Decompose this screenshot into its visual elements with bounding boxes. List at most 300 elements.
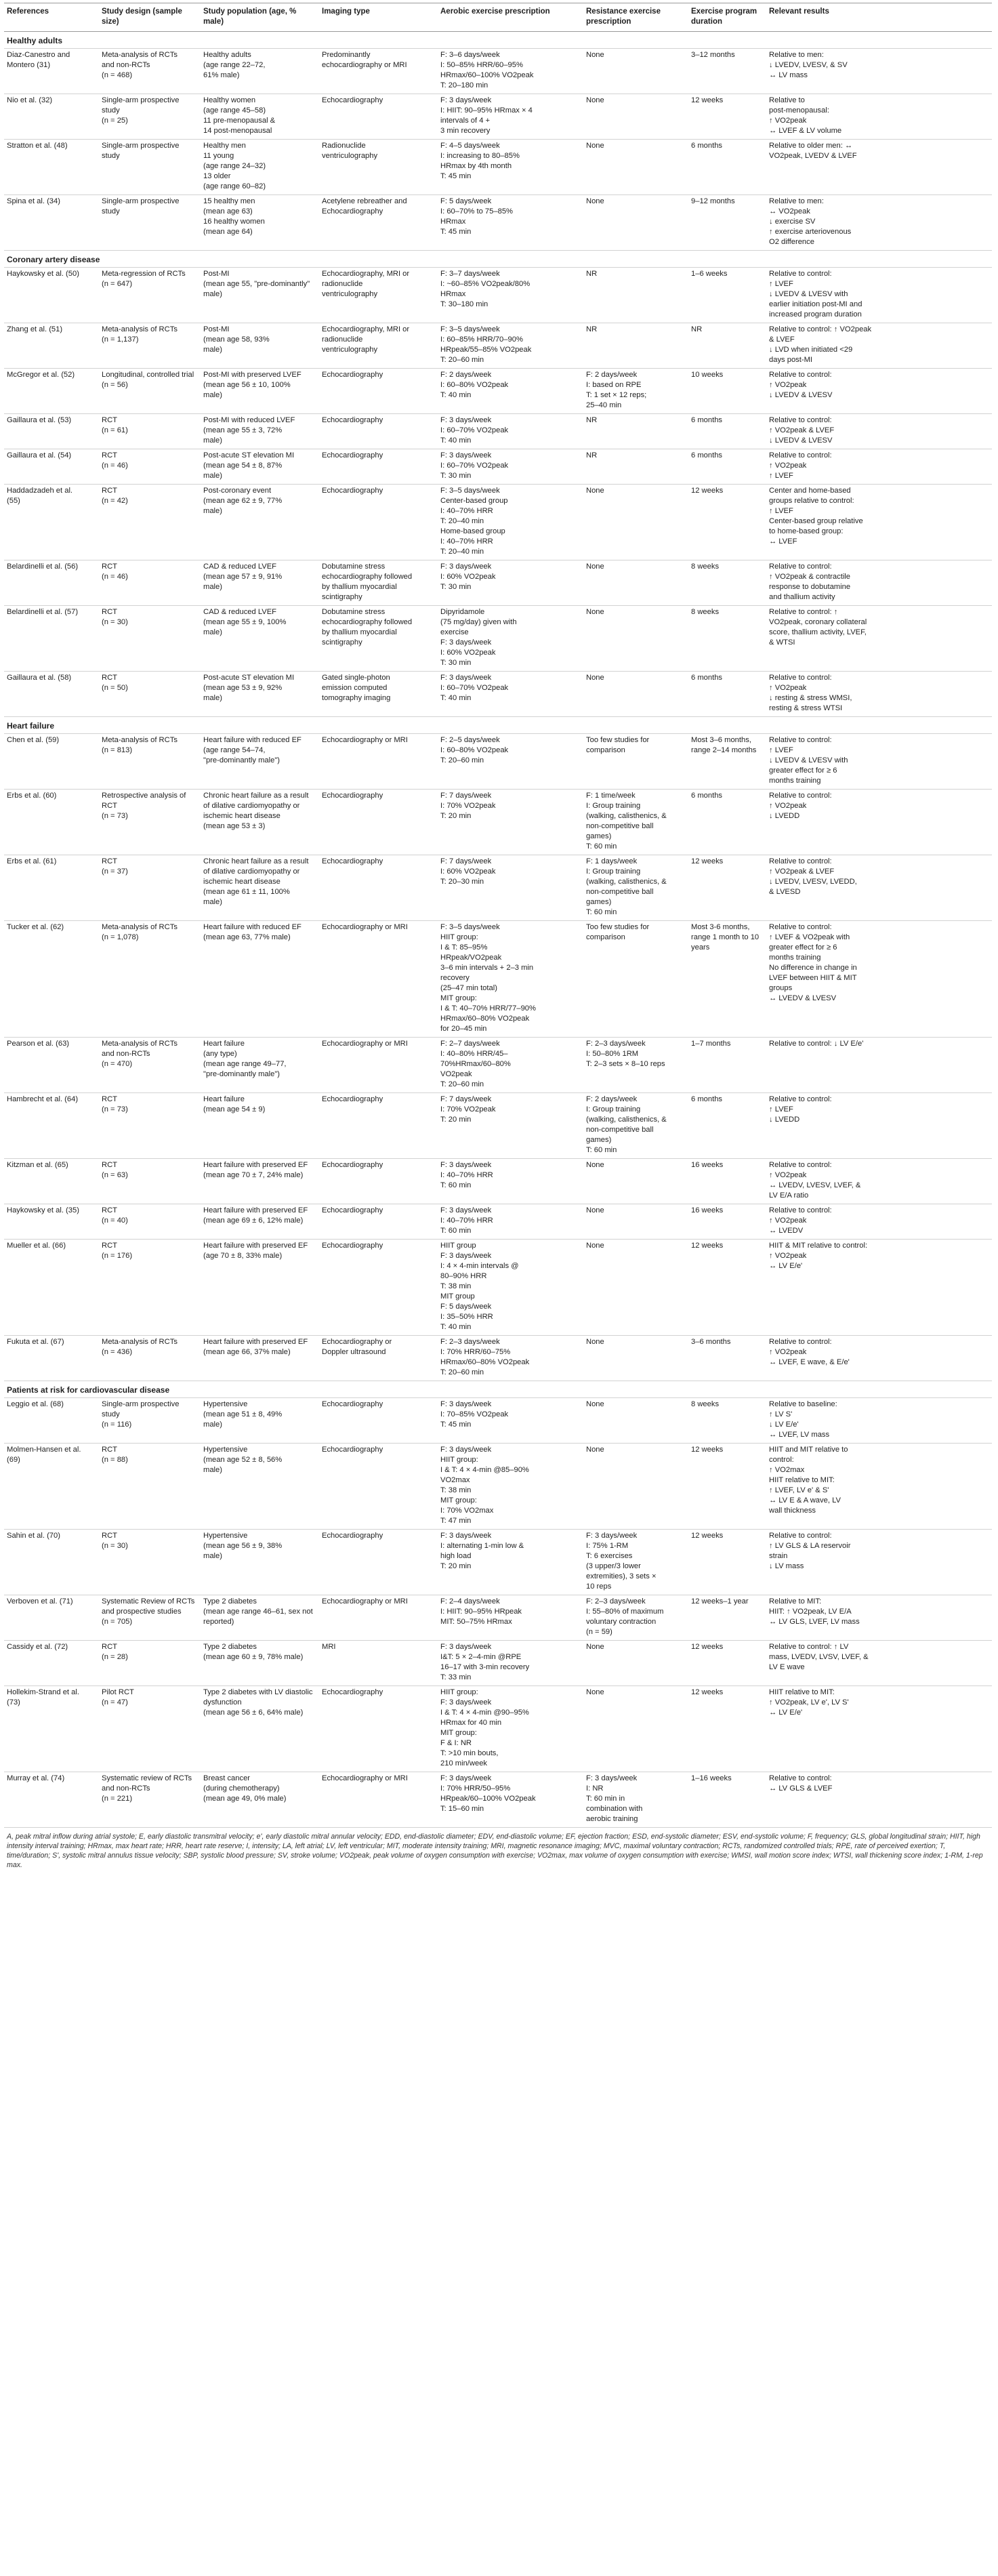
cell-line: Relative to control: [769,451,832,459]
cell-imaging-type [319,323,438,369]
cell-resistance-prescription [583,1595,688,1641]
cell-line: T: 30 min [440,659,472,667]
cell-program-duration [688,195,766,251]
cell-line: MIT group: [440,994,477,1002]
cell-line: (3 upper/3 lower [586,1562,641,1570]
cell-line: Erbs et al. (60) [7,792,57,800]
cell-line: RCT [102,451,117,459]
cell-line: ↑ VO2peak [769,1252,807,1260]
cell-line: ↑ LVEF [769,507,793,515]
cell-line: CAD & reduced LVEF [203,608,276,616]
cell-study-population [201,672,319,717]
cell-reference [4,94,99,140]
cell-study-population [201,734,319,790]
cell-line: Relative to control: ↑ [769,608,838,616]
cell-line: None [586,96,604,104]
cell-study-design [99,1398,201,1444]
cell-study-design [99,1336,201,1381]
cell-line: Predominantly [322,51,371,59]
cell-line: (mean age 52 ± 8, 56% [203,1456,283,1464]
cell-line: Heart failure with preserved EF [203,1242,308,1250]
cell-study-design [99,414,201,449]
cell-line: 8 weeks [691,1400,720,1408]
cell-line: I: 60–85% HRR/70–90% [440,335,523,344]
cell-line: I: 70% VO2max [440,1507,494,1515]
cell-line: Stratton et al. (48) [7,142,68,150]
cell-study-design [99,1093,201,1159]
cell-line: Longitudinal, controlled trial [102,371,194,379]
cell-line: F: 3–5 days/week [440,325,500,333]
cell-line: ↔ VO2peak [769,207,810,216]
cell-line: Single-arm prospective [102,197,180,205]
cell-aerobic-prescription [438,369,583,414]
cell-aerobic-prescription [438,485,583,560]
table-row [4,1336,992,1381]
cell-line: ↔ LV GLS & LVEF [769,1784,833,1793]
cell-aerobic-prescription [438,1398,583,1444]
section-title: Healthy adults [4,32,992,49]
cell-line: "pre-dominantly male") [203,756,280,764]
cell-aerobic-prescription [438,1772,583,1828]
cell-line: RCT [102,1161,117,1169]
cell-imaging-type [319,1093,438,1159]
cell-line: F: 2–3 days/week [440,1338,500,1346]
cell-line: male) [203,898,222,906]
cell-line: 3–12 months [691,51,735,59]
cell-study-population [201,1530,319,1595]
cell-line: T: 38 min [440,1282,472,1290]
table-footnote: A, peak mitral inflow during atrial systole; E, early diastolic transmitral velocity; e', early diastolic mitral annular velocity; EDD, end-diastolic diameter; EDV, end-diastolic volume; EF, ejection fraction; ESD, end-systolic diameter; ESV, end-systolic volume; F, frequency; GLS, global longitudinal strain; HIIT, high intensity interval training; HRmax, max heart rate; HRR, heart rate reserve; I, intensity; LA, left atrial; LV, left ventricular; MIT, moderate intensity training; MRI, magnetic resonance imaging; MVC, maximal voluntary contraction; RCTs, randomized controlled trials; RPE, rate of perceived exertion; T, time/duration; S', systolic mitral annulus tissue velocity; SBP, systolic blood pressure; SV, stroke volume; VO2peak, peak volume of oxygen consumption with exercise; VO2max, max volume of oxygen consumption with exercise; WMSI, wall motion score index; WTSI, wall thickening score index; 1-RM, 1-rep max. [4,1828,992,1872]
cell-line: exercise [440,628,469,636]
cell-resistance-prescription [583,921,688,1038]
cell-line: F: 2 days/week [586,371,638,379]
cell-line: Relative to control: ↓ LV E/e' [769,1040,864,1048]
cell-study-design [99,369,201,414]
cell-line: 12 weeks [691,487,724,495]
cell-program-duration [688,485,766,560]
cell-line: (age range 54–74, [203,746,266,754]
cell-line: I: 60–70% VO2peak [440,684,509,692]
cell-line: non-competitive ball [586,1126,654,1134]
cell-resistance-prescription [583,94,688,140]
cell-reference [4,1093,99,1159]
cell-imaging-type [319,1159,438,1204]
cell-line: HIIT group: [440,933,478,941]
cell-line: (mean age 56 ± 9, 38% [203,1542,283,1550]
cell-line: ↑ LV GLS & LA reservoir [769,1542,851,1550]
cell-line: voluntary contraction [586,1618,657,1626]
cell-line: RCT [102,1446,117,1454]
cell-resistance-prescription [583,1444,688,1530]
cell-line: VO2max [440,1476,470,1484]
cell-line: ↓ LV E/e' [769,1420,799,1429]
cell-line: F: 3 days/week [586,1774,638,1782]
cell-aerobic-prescription [438,855,583,921]
cell-line: ↑ VO2peak [769,462,807,470]
cell-line: Hypertensive [203,1446,248,1454]
cell-line: Center and home-based [769,487,851,495]
table-row [4,606,992,672]
cell-aerobic-prescription [438,1686,583,1772]
cell-line: HRmax [440,218,466,226]
cell-resistance-prescription [583,1530,688,1595]
cell-line: ↓ LVEDD [769,1116,800,1124]
cell-line: RCT [102,487,117,495]
section-title: Heart failure [4,717,992,734]
cell-line: Kitzman et al. (65) [7,1161,68,1169]
cell-line: I: 55–80% of maximum [586,1608,664,1616]
cell-line: O2 difference [769,238,814,246]
cell-reference [4,49,99,94]
cell-line: Healthy women [203,96,256,104]
cell-line: Meta-analysis of RCTs [102,1040,178,1048]
cell-line: 12 weeks [691,1532,724,1540]
cell-line: ↑ LVEF [769,472,793,480]
cell-line: (n = 1,078) [102,933,139,941]
cell-reference [4,1530,99,1595]
table-row [4,560,992,606]
cell-line: Chronic heart failure as a result [203,857,309,865]
cell-line: F: 3 days/week [440,674,492,682]
cell-line: (mean age 49, 0% male) [203,1795,287,1803]
cell-line: F: 2–7 days/week [440,1040,500,1048]
cell-line: echocardiography followed [322,618,413,626]
cell-study-population [201,195,319,251]
table-row [4,140,992,195]
cell-line: (mean age 60 ± 9, 78% male) [203,1653,304,1661]
cell-line: (walking, calisthenics, & [586,812,667,820]
cell-line: Leggio et al. (68) [7,1400,64,1408]
cell-relevant-results [766,94,992,140]
cell-line: T: 30 min [440,583,472,591]
cell-aerobic-prescription [438,268,583,323]
cell-line: ↔ LVEDV & LVESV [769,994,837,1002]
cell-line: HIIT group: [440,1456,478,1464]
cell-line: (n = 647) [102,280,133,288]
cell-line: & LVEF [769,335,795,344]
cell-line: (n = 47) [102,1698,128,1706]
cell-line: F: 3 days/week [440,1532,492,1540]
cell-resistance-prescription [583,1686,688,1772]
cell-line: HIIT relative to MIT: [769,1688,835,1696]
cell-line: (n = 40) [102,1217,128,1225]
cell-imaging-type [319,606,438,672]
cell-line: Heart failure with preserved EF [203,1206,308,1214]
cell-line: Relative to control: [769,1338,832,1346]
cell-line: for 20–45 min [440,1025,487,1033]
cell-line: 70%HRmax/60–80% [440,1060,511,1068]
cell-line: I: 60–70% to 75–85% [440,207,513,216]
cell-line: male) [203,507,222,515]
cell-study-population [201,140,319,195]
cell-line: Meta-analysis of RCTs [102,736,178,744]
cell-relevant-results [766,1772,992,1828]
cell-program-duration [688,449,766,485]
cell-line: (n = 436) [102,1348,133,1356]
cell-line: dysfunction [203,1698,242,1706]
cell-study-population [201,560,319,606]
cell-line: and non-RCTs [102,61,150,69]
cell-line: (n = 46) [102,462,128,470]
cell-line: (25–47 min total) [440,984,497,992]
table-row [4,1159,992,1204]
cell-line: I: HIIT: 90–95% HRpeak [440,1608,522,1616]
cell-line: F: 7 days/week [440,1095,492,1103]
cell-line: RCT [102,857,117,865]
cell-line: 3–6 min intervals + 2–3 min [440,964,534,972]
cell-resistance-prescription [583,606,688,672]
cell-line: (n = 37) [102,867,128,876]
cell-aerobic-prescription [438,921,583,1038]
cell-line: ischemic heart disease [203,878,280,886]
cell-line: HIIT and MIT relative to [769,1446,848,1454]
cell-line: Type 2 diabetes with LV diastolic [203,1688,313,1696]
cell-reference [4,323,99,369]
cell-program-duration [688,1240,766,1336]
cell-relevant-results [766,855,992,921]
table-row [4,485,992,560]
cell-imaging-type [319,1398,438,1444]
cell-line: (mean age 56 ± 10, 100% [203,381,291,389]
cell-program-duration [688,1772,766,1828]
header-study-population: Study population (age, % male) [201,3,319,32]
cell-line: 210 min/week [440,1759,488,1767]
cell-relevant-results [766,606,992,672]
cell-line: groups relative to control: [769,497,854,505]
cell-imaging-type [319,485,438,560]
cell-study-design [99,140,201,195]
cell-line: (mean age range 49–77, [203,1060,287,1068]
table-row [4,1038,992,1093]
cell-line: radionuclide [322,280,363,288]
cell-line: Hollekim-Strand et al. [7,1688,79,1696]
cell-line: control: [769,1456,794,1464]
cell-imaging-type [319,195,438,251]
cell-line: None [586,1400,604,1408]
cell-line: Echocardiography [322,792,383,800]
cell-study-population [201,1772,319,1828]
cell-study-population [201,855,319,921]
cell-line: HIIT & MIT relative to control: [769,1242,868,1250]
cell-line: Murray et al. (74) [7,1774,65,1782]
cell-line: ↔ LVEF [769,537,797,546]
cell-line: Relative to control: [769,1532,832,1540]
cell-line: HIIT: ↑ VO2peak, LV E/A [769,1608,852,1616]
cell-line: Relative to [769,96,805,104]
cell-line: (mean age 53 ± 3) [203,822,266,830]
cell-line: Relative to control: [769,371,832,379]
cell-line: (age 70 ± 8, 33% male) [203,1252,283,1260]
cell-line: Relative to men: [769,197,824,205]
cell-line: (n = 470) [102,1060,133,1068]
cell-line: I: 70% HRR/60–75% [440,1348,511,1356]
cell-line: T: 38 min [440,1486,472,1494]
cell-line: 9–12 months [691,197,735,205]
cell-line: (55) [7,497,20,505]
cell-line: Breast cancer [203,1774,251,1782]
cell-line: Relative to control: [769,736,832,744]
cell-line: F: 3 days/week [586,1532,638,1540]
cell-imaging-type [319,268,438,323]
cell-line: MIT group [440,1292,475,1301]
cell-study-design [99,268,201,323]
cell-line: F: 2–3 days/week [586,1597,646,1606]
cell-imaging-type [319,1204,438,1240]
cell-line: Home-based group [440,527,505,535]
cell-line: 12 weeks–1 year [691,1597,749,1606]
cell-line: Haddadzadeh et al. [7,487,73,495]
header-program-duration: Exercise program duration [688,3,766,32]
cell-line: (mean age 63, 77% male) [203,933,291,941]
cell-line: I: Group training [586,867,641,876]
cell-line: Diaz-Canestro and [7,51,70,59]
cell-study-population [201,1444,319,1530]
cell-line: strain [769,1552,788,1560]
cell-relevant-results [766,921,992,1038]
cell-line: I: 60–80% VO2peak [440,746,509,754]
cell-reference [4,414,99,449]
cell-line: I: 50–85% HRR/60–95% [440,61,523,69]
table-row [4,790,992,855]
cell-line: (n = 30) [102,1542,128,1550]
cell-line: VO2peak, coronary collateral [769,618,867,626]
table-row [4,921,992,1038]
section-row [4,1381,992,1398]
cell-line: RCT [102,802,117,810]
cell-line: male) [203,391,222,399]
cell-line: (age range 22–72, [203,61,266,69]
cell-line: F & I: NR [440,1739,472,1747]
cell-line: Echocardiography [322,1532,383,1540]
cell-line: None [586,674,604,682]
cell-line: HRpeak/55–85% VO2peak [440,346,532,354]
cell-line: ↓ LVEDV, LVESV, LVEDD, [769,878,857,886]
cell-line: resting & stress WTSI [769,704,843,712]
cell-reference [4,449,99,485]
cell-line: T: 40 min [440,436,472,445]
cell-study-design [99,921,201,1038]
cell-line: score, thallium activity, LVEF, [769,628,867,636]
cell-program-duration [688,1204,766,1240]
cell-line: Echocardiography or MRI [322,736,408,744]
cell-study-population [201,414,319,449]
cell-line: ↑ LVEF [769,280,793,288]
cell-line: 8 weeks [691,563,720,571]
cell-line: Nio et al. (32) [7,96,53,104]
cell-aerobic-prescription [438,323,583,369]
cell-line: (n = 221) [102,1795,133,1803]
cell-study-design [99,672,201,717]
cell-line: Relative to control: [769,1161,832,1169]
cell-line: I: 40–80% HRR/45– [440,1050,508,1058]
cell-line: T: 20–180 min [440,81,488,89]
cell-line: I: 50–80% 1RM [586,1050,639,1058]
cell-line: months training [769,777,821,785]
cell-relevant-results [766,1038,992,1093]
cell-line: 12 weeks [691,1242,724,1250]
cell-line: (n = 30) [102,618,128,626]
cell-line: ↑ VO2peak [769,684,807,692]
cell-line: Post-coronary event [203,487,272,495]
cell-line: Sahin et al. (70) [7,1532,60,1540]
cell-line: ↔ LV GLS, LVEF, LV mass [769,1618,860,1626]
cell-line: (n = 468) [102,71,133,79]
cell-line: Fukuta et al. (67) [7,1338,64,1346]
cell-line: I & T: 40–70% HRR/77–90% [440,1004,536,1013]
cell-program-duration [688,1641,766,1686]
cell-line: Echocardiography, MRI or [322,270,410,278]
cell-study-design [99,855,201,921]
cell-line: Molmen-Hansen et al. [7,1446,81,1454]
cell-line: ↑ VO2max [769,1466,805,1474]
cell-line: Relative to control: [769,857,832,865]
cell-line: I: 40–70% HRR [440,507,493,515]
cell-line: Post-MI with reduced LVEF [203,416,295,424]
cell-line: None [586,1446,604,1454]
cell-line: F: 3 days/week [440,563,492,571]
cell-study-population [201,790,319,855]
cell-program-duration [688,369,766,414]
cell-line: None [586,608,604,616]
cell-relevant-results [766,1641,992,1686]
cell-relevant-results [766,140,992,195]
cell-line: I: 35–50% HRR [440,1313,493,1321]
table-row [4,734,992,790]
cell-aerobic-prescription [438,1204,583,1240]
cell-reference [4,369,99,414]
cell-aerobic-prescription [438,1159,583,1204]
cell-line: greater effect for ≥ 6 [769,943,837,952]
cell-line: study [102,106,120,115]
cell-line: Relative to control: [769,416,832,424]
cell-line: Echocardiography or MRI [322,923,408,931]
cell-line: F: 3 days/week [440,638,492,647]
cell-reference [4,1159,99,1204]
cell-line: (walking, calisthenics, & [586,878,667,886]
cell-line: T: 47 min [440,1517,472,1525]
cell-line: T: 45 min [440,1420,472,1429]
cell-line: & LVESD [769,888,801,896]
cell-relevant-results [766,1093,992,1159]
cell-imaging-type [319,1686,438,1772]
cell-line: ↑ VO2peak [769,381,807,389]
cell-line: to home-based group: [769,527,844,535]
cell-line: (n = 1,137) [102,335,139,344]
cell-reference [4,140,99,195]
cell-line: range 1 month to 10 [691,933,760,941]
cell-line: ↑ LV S' [769,1410,793,1418]
cell-line: F: 3 days/week [440,1446,492,1454]
cell-line: HRmax/60–80% VO2peak [440,1015,530,1023]
cell-study-design [99,195,201,251]
cell-line: recovery [440,974,470,982]
cell-line: "pre-dominantly male") [203,1070,280,1078]
cell-line: 12 weeks [691,857,724,865]
cell-line: ↑ VO2peak [769,117,807,125]
cell-line: (mean age 55, "pre-dominantly" [203,280,310,288]
cell-study-design [99,1772,201,1828]
cell-line: RCT [102,1206,117,1214]
cell-program-duration [688,790,766,855]
cell-imaging-type [319,1772,438,1828]
cell-imaging-type [319,414,438,449]
cell-line: I: 40–70% HRR [440,1217,493,1225]
cell-line: Meta-regression of RCTs [102,270,186,278]
header-aerobic-prescription: Aerobic exercise prescription [438,3,583,32]
cell-resistance-prescription [583,1093,688,1159]
cell-line: Relative to control: [769,1095,832,1103]
cell-line: echocardiography followed [322,573,413,581]
